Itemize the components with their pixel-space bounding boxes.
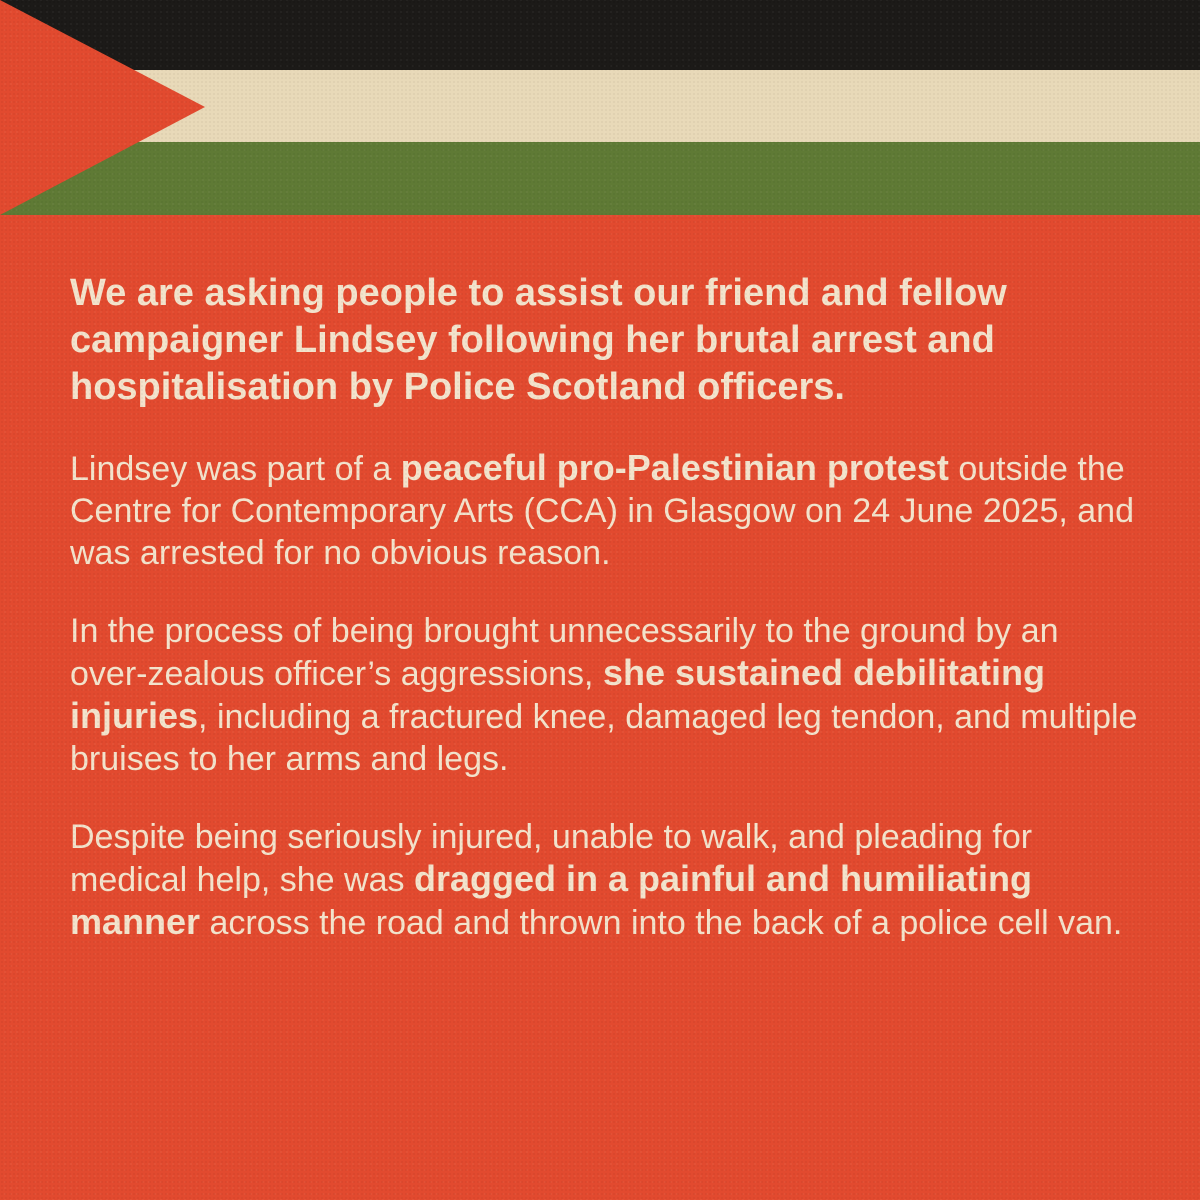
body-text: Lindsey was part of a — [70, 450, 401, 488]
body-text: outside the Centre for Contemporary Arts (CCA) in Glasgow on 24 June 2025, and was arrested for no obvious reason. — [70, 450, 1134, 572]
emphasis-text: dragged in a painful and humiliating manner — [70, 858, 1032, 942]
paragraph-dragged — [70, 816, 1145, 944]
emphasis-text: peaceful pro-Palestinian protest — [400, 447, 949, 488]
appeal-text — [70, 270, 1145, 944]
paragraph-protest — [70, 447, 1145, 574]
body-text: , including a fractured knee, damaged leg tendon, and multiple bruises to her arms and legs. — [70, 698, 1138, 778]
body-text: across the road and thrown into the back of a police cell van. — [200, 904, 1123, 942]
flag-black-stripe — [0, 0, 1200, 72]
emphasis-text: she sustained debilitating injuries — [70, 652, 1046, 736]
intro-statement: We are asking people to assist our friend and fellow campaigner Lindsey following her brutal arrest and hospitalisation by Police Scotland officers. — [70, 272, 1007, 408]
flag-green-stripe — [0, 142, 1200, 215]
paragraph-injuries — [70, 610, 1145, 780]
body-text: In the process of being brought unnecessarily to the ground by an over-zealous officer’s aggressions, — [70, 612, 1059, 693]
body-text: Despite being seriously injured, unable to walk, and pleading for medical help, she was — [70, 818, 1033, 899]
palestine-flag-banner — [0, 0, 1200, 215]
